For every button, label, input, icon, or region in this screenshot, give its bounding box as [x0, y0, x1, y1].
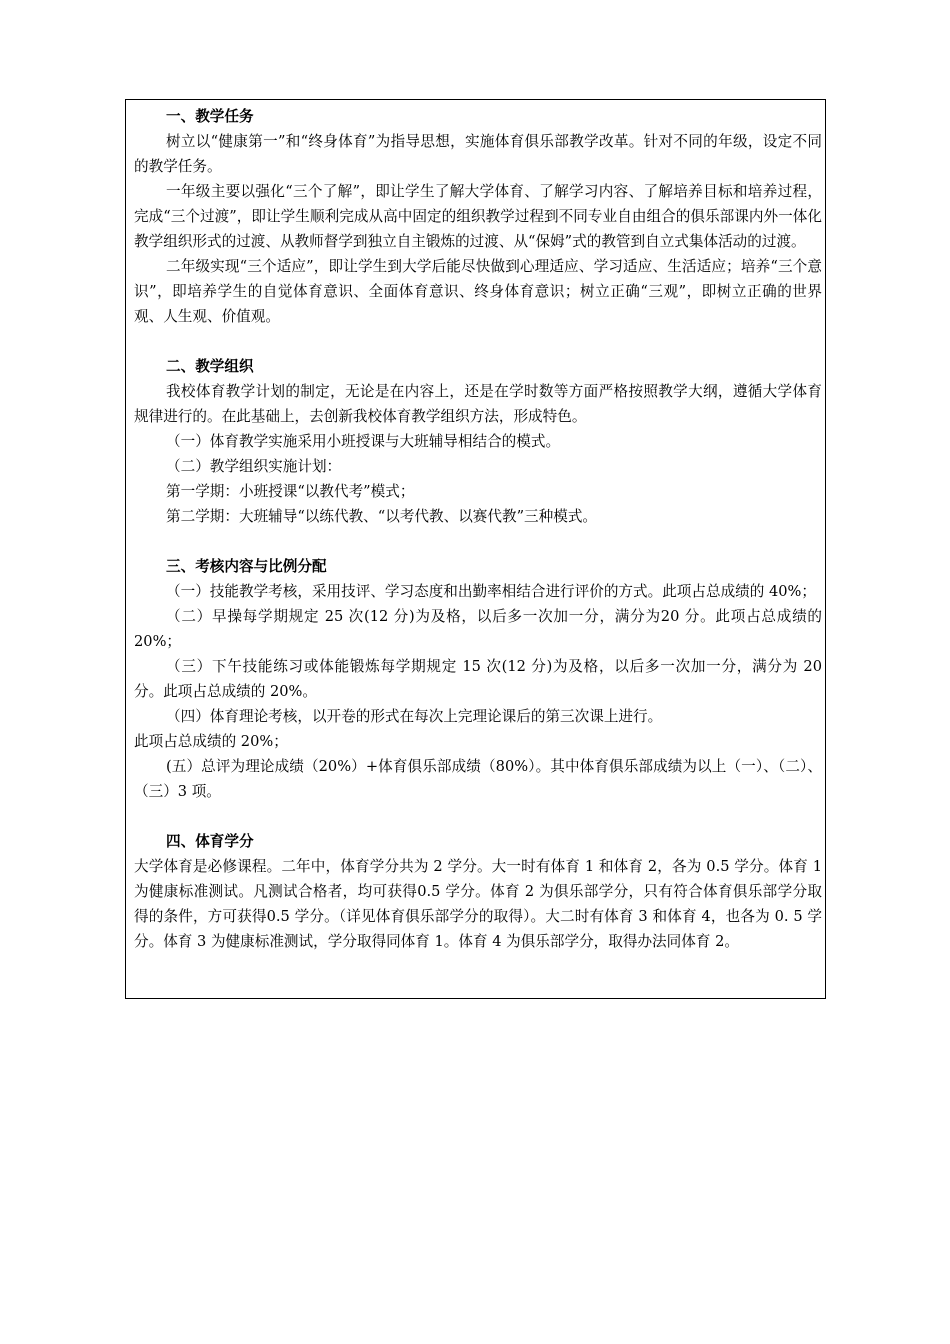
section-spacer — [134, 329, 822, 354]
paragraph: （二）教学组织实施计划： — [166, 458, 342, 475]
section-heading: 一、教学任务 — [166, 108, 254, 125]
paragraph: 树立以“健康第一”和“终身体育”为指导思想，实施体育俱乐部教学改革。针对不同的年级，设定不同的教学任务。 — [134, 133, 822, 175]
paragraph: (五）总评为理论成绩（20%）+体育俱乐部成绩（80%）。其中体育俱乐部成绩为以上（一）、（二）、（三）3 项。 — [134, 758, 822, 800]
section-heading: 三、考核内容与比例分配 — [166, 558, 327, 575]
section-spacer — [134, 804, 822, 829]
paragraph: （一）体育教学实施采用小班授课与大班辅导相结合的模式。 — [166, 433, 561, 450]
paragraph: 大学体育是必修课程。二年中，体育学分共为 2 学分。大一时有体育 1 和体育 2，各为 0.5 学分。体育 1 为健康标准测试。凡测试合格者，均可获得0.5 学分。体育 2 为俱乐部学分，只有符合体育俱乐部学分取得的条件，方可获得0.5 学分。（详见体育俱乐部学分的取得）。大二时有体育 3 和体育 4，也各为 0. 5 学分。体育 3 为健康标准测试，学分取得同体育 1。体育 4 为俱乐部学分，取得办法同体育 2。 — [134, 858, 822, 950]
paragraph: 二年级实现“三个适应”，即让学生到大学后能尽快做到心理适应、学习适应、生活适应；培养“三个意识”，即培养学生的自觉体育意识、全面体育意识、终身体育意识；树立正确“三观”，即树立正确的世界观、人生观、价值观。 — [134, 258, 822, 325]
document-frame — [125, 99, 826, 999]
paragraph: 第二学期：大班辅导“以练代教、“以考代教、以赛代教”三种模式。 — [166, 508, 598, 525]
paragraph: 我校体育教学计划的制定，无论是在内容上，还是在学时数等方面严格按照教学大纲，遵循大学体育规律进行的。在此基础上，去创新我校体育教学组织方法，形成特色。 — [134, 383, 822, 425]
paragraph: 第一学期：小班授课“以教代考”模式； — [166, 483, 415, 500]
paragraph: （四）体育理论考核，以开卷的形式在每次上完理论课后的第三次课上进行。 — [166, 708, 663, 725]
section-heading: 四、体育学分 — [166, 833, 254, 850]
section-spacer — [134, 529, 822, 554]
section-heading: 二、教学组织 — [166, 358, 254, 375]
document-content — [134, 104, 822, 954]
paragraph: 一年级主要以强化“三个了解”，即让学生了解大学体育、了解学习内容、了解培养目标和培养过程，完成“三个过渡”，即让学生顺利完成从高中固定的组织教学过程到不同专业自由组合的俱乐部课内外一体化教学组织形式的过渡、从教师督学到独立自主锻炼的过渡、从“保姆”式的教管到自立式集体活动的过渡。 — [134, 183, 822, 250]
paragraph: （一）技能教学考核，采用技评、学习态度和出勤率相结合进行评价的方式。此项占总成绩的 40%； — [166, 583, 817, 600]
paragraph: 此项占总成绩的 20%； — [134, 733, 288, 750]
paragraph: （二）早操每学期规定 25 次(12 分)为及格，以后多一次加一分，满分为20 分。此项占总成绩的 20%； — [134, 608, 822, 650]
paragraph: （三）下午技能练习或体能锻炼每学期规定 15 次(12 分)为及格，以后多一次加一分，满分为 20 分。此项占总成绩的 20%。 — [134, 658, 822, 700]
